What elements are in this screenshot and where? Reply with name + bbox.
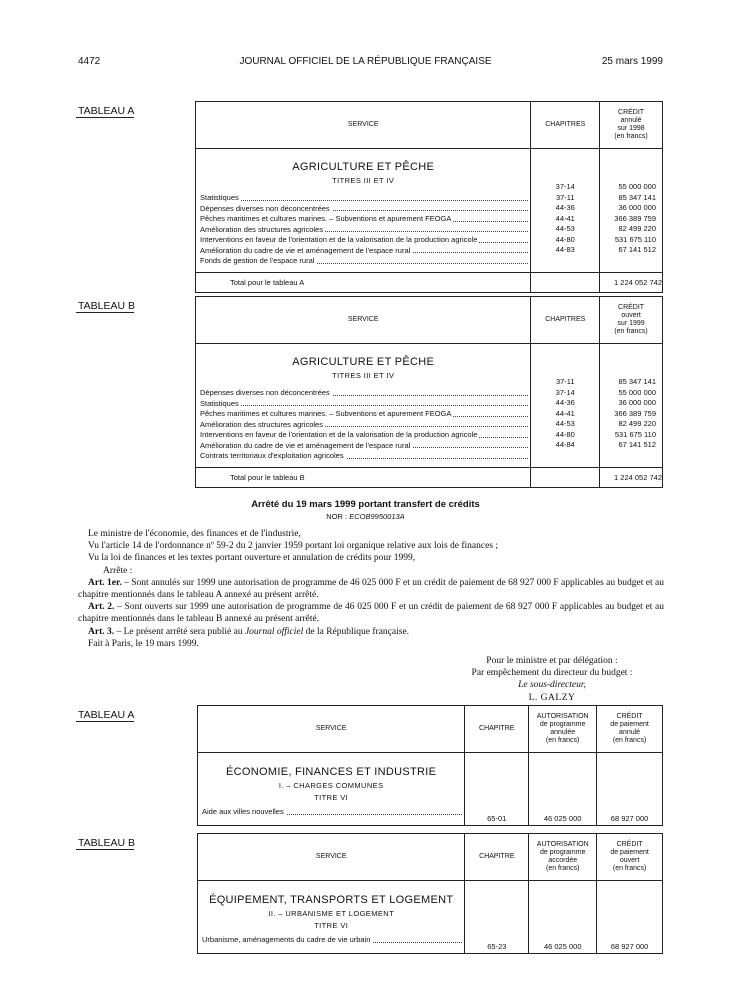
service-cell: [196, 149, 531, 273]
section-subtitle: I. – CHARGES COMMUNES: [278, 781, 384, 790]
col-service-header: SERVICE: [198, 834, 465, 881]
chapitre-value: 44-41: [555, 408, 575, 418]
table-row: Pêches maritimes et cultures marines. – Subventions et apurement FEOGA: [196, 409, 530, 420]
credit-value: 82 499 220: [618, 419, 656, 428]
credit-value: 68 927 000: [597, 881, 663, 954]
col-service-header: SERVICE: [198, 706, 465, 753]
col-chapitre-header: CHAPITRE: [465, 706, 529, 753]
credit-value: 55 000 000: [618, 182, 656, 191]
autorisation-value: 46 025 000: [529, 881, 597, 954]
credit-value: 55 000 000: [618, 387, 656, 397]
chapitre-value: 44-36: [555, 398, 575, 407]
table-row: Amélioration du cadre de vie et aménagement de l'espace rural: [196, 246, 530, 257]
credit-value: 531 675 110: [614, 234, 656, 244]
table-row: Dépenses diverses non déconcentrées: [196, 204, 530, 215]
chapitre-value: 44-83: [555, 245, 575, 254]
credit-value: 85 347 141: [618, 377, 656, 386]
chapitre-value: 44-41: [555, 213, 575, 223]
decree-body: Le ministre de l'économie, des finances et de l'industrie, Vu l'article 14 de l'ordonnance nº 59-2 du 2 janvier 1959 portant loi organique relative aux lois de finances ; Vu la loi de finances et les textes portant ouverture et annulation de crédits pour 1999, Arrête : Art. 1er. – Sont annulés sur 1999 une autorisation de programme de 46 025 000 F et un crédit de paiement de 68 927 000 F applicables au budget et au chapitre mentionnés dans le tableau A annexé au présent arrêté. Art. 2. – Sont ouverts sur 1999 une autorisation de programme de 46 025 000 F et un crédit de paiement de 68 927 000 F applicables au budget et au chapitre mentionnés dans le tableau B annexé au présent arrêté. Art. 3. – Le présent arrêté sera publié au Journal officiel de la République française. Fait à Paris, le 19 mars 1999.: [78, 529, 665, 649]
service-cell: [196, 344, 531, 468]
nor-reference: NOR : ECOB9950013A: [326, 512, 405, 521]
credit-value: 366 389 759: [614, 213, 656, 223]
col-chapitre-header: CHAPITRE: [465, 834, 529, 881]
col-credit-header: CRÉDIT de paiement annulé (en francs): [597, 706, 663, 753]
table3: [197, 705, 663, 826]
credit-value: 36 000 000: [618, 398, 656, 407]
section-title: AGRICULTURE ET PÊCHE: [292, 356, 435, 368]
credit-cell: [600, 344, 663, 468]
decree-title: Arrêté du 19 mars 1999 portant transfert de crédits: [251, 499, 480, 510]
table-row: Statistiques: [196, 399, 530, 410]
col-credit-header: CRÉDIT annulé sur 1998 (en francs): [600, 102, 663, 149]
chapitre-value: 44-53: [555, 224, 575, 233]
credit-value: 82 499 220: [618, 224, 656, 233]
total-value: 1 224 052 742: [600, 272, 663, 292]
table-row: Aide aux villes nouvelles: [198, 807, 464, 818]
col-service-header: SERVICE: [196, 102, 531, 149]
chapitre-value: 37-11: [555, 192, 575, 202]
credit-value: 68 927 000: [597, 753, 663, 826]
chapitre-value: 44-84: [555, 440, 575, 449]
table3-label-rule: [76, 721, 134, 722]
credit-value: 531 675 110: [614, 429, 656, 439]
section-subtitle: TITRES III ET IV: [332, 371, 395, 380]
table-row: Fonds de gestion de l'espace rural: [196, 256, 530, 267]
table-row: Interventions en faveur de l'orientation et de la valorisation de la production agricole: [196, 430, 530, 441]
section-subtitle: II. – URBANISME ET LOGEMENT: [268, 909, 395, 918]
table-row: Contrats territoriaux d'exploitation agricoles: [196, 451, 530, 462]
total-label: Total pour le tableau A: [196, 272, 531, 292]
signature-block: Pour le ministre et par délégation : Par empêchement du directeur du budget : Le sous-directeur, L. GALZY: [471, 656, 633, 703]
section-title: ÉQUIPEMENT, TRANSPORTS ET LOGEMENT: [209, 894, 454, 906]
table2-label: TABLEAU B: [78, 300, 135, 312]
table-row: Urbanisme, aménagements du cadre de vie urbain: [198, 935, 464, 946]
service-cell: [198, 753, 465, 826]
table4-label-rule: [76, 849, 134, 850]
section-subtitle: TITRES III ET IV: [332, 176, 395, 185]
table1-label: TABLEAU A: [78, 105, 135, 117]
chapitre-value: 44-53: [555, 419, 575, 428]
journal-title: JOURNAL OFFICIEL DE LA RÉPUBLIQUE FRANÇAISE: [239, 56, 492, 67]
table4: [197, 833, 663, 954]
credit-cell: [600, 149, 663, 273]
table-row: Pêches maritimes et cultures marines. – Subventions et apurement FEOGA: [196, 214, 530, 225]
page-number: 4472: [78, 56, 101, 67]
section-subtitle: TITRE VI: [314, 793, 349, 802]
col-credit-header: CRÉDIT de paiement ouvert (en francs): [597, 834, 663, 881]
chapitre-value: 37-11: [555, 377, 575, 386]
table2-label-rule: [76, 312, 134, 313]
credit-value: 67 141 512: [618, 440, 656, 449]
col-chapitres-header: CHAPITRES: [531, 102, 600, 149]
autorisation-value: 46 025 000: [529, 753, 597, 826]
col-autorisation-header: AUTORISATION de programme annulée (en francs): [529, 706, 597, 753]
table2: [195, 296, 663, 488]
table-row: Interventions en faveur de l'orientation et de la valorisation de la production agricole: [196, 235, 530, 246]
chapitre-value: 65-23: [465, 881, 529, 954]
section-subtitle: TITRE VI: [314, 921, 349, 930]
section-title: ÉCONOMIE, FINANCES ET INDUSTRIE: [226, 766, 437, 778]
chapitres-cell: [531, 344, 600, 468]
section-title: AGRICULTURE ET PÊCHE: [292, 161, 435, 173]
table-row: Amélioration des structures agricoles: [196, 225, 530, 236]
chapitres-cell: [531, 149, 600, 273]
chapitre-value: 37-14: [555, 182, 575, 191]
credit-value: 67 141 512: [618, 245, 656, 254]
service-cell: [198, 881, 465, 954]
chapitre-value: 44-80: [555, 429, 575, 439]
credit-value: 366 389 759: [614, 408, 656, 418]
table-row: Amélioration du cadre de vie et aménagement de l'espace rural: [196, 441, 530, 452]
table1-label-rule: [76, 117, 134, 118]
table4-label: TABLEAU B: [78, 837, 135, 849]
col-service-header: SERVICE: [196, 297, 531, 344]
credit-value: 85 347 141: [618, 192, 656, 202]
chapitre-value: 44-80: [555, 234, 575, 244]
col-autorisation-header: AUTORISATION de programme accordée (en francs): [529, 834, 597, 881]
credit-value: 36 000 000: [618, 203, 656, 212]
chapitre-value: 44-36: [555, 203, 575, 212]
total-label: Total pour le tableau B: [196, 467, 531, 487]
table1: [195, 101, 663, 293]
table3-label: TABLEAU A: [78, 709, 135, 721]
col-credit-header: CRÉDIT ouvert sur 1999 (en francs): [600, 297, 663, 344]
issue-date: 25 mars 1999: [601, 56, 663, 67]
col-chapitres-header: CHAPITRES: [531, 297, 600, 344]
total-value: 1 224 052 742: [600, 467, 663, 487]
table-row: Amélioration des structures agricoles: [196, 420, 530, 431]
chapitre-value: 37-14: [555, 387, 575, 397]
table-row: Dépenses diverses non déconcentrées: [196, 388, 530, 399]
table-row: Statistiques: [196, 193, 530, 204]
chapitre-value: 65-01: [465, 753, 529, 826]
